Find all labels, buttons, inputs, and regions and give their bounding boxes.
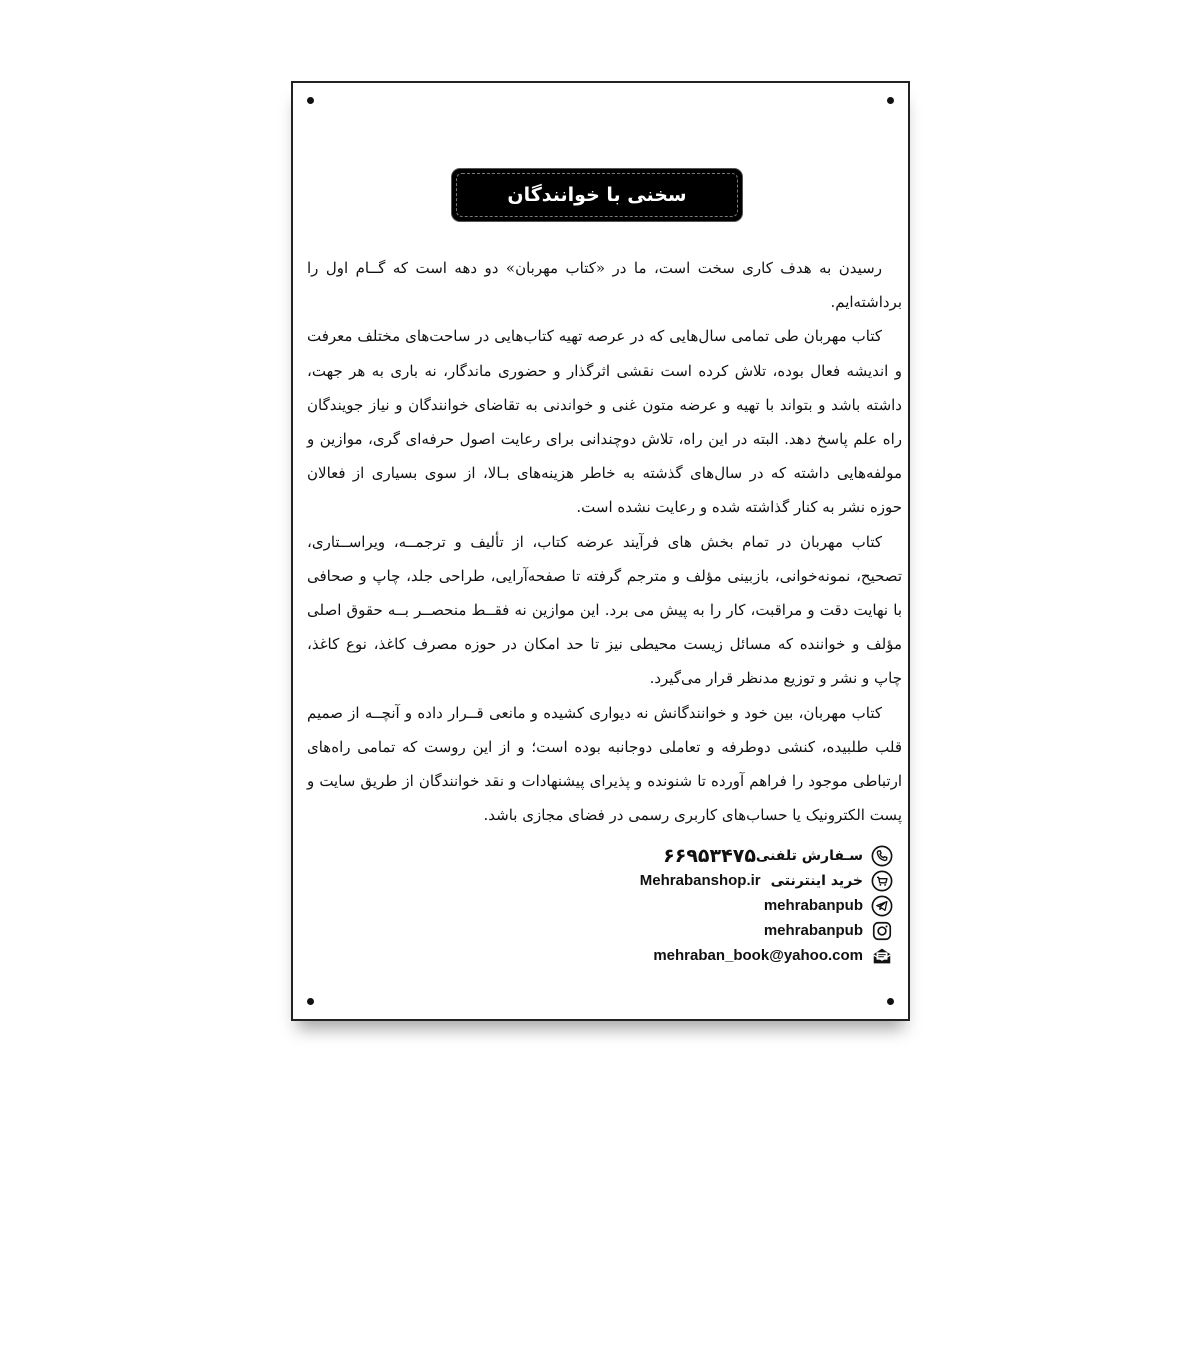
phone-label: سـفارش تلفنی [755,847,863,864]
shop-url[interactable]: Mehrabanshop.ir [639,872,761,889]
paragraph-1: رسیدن به هدف کاری سخت است، ما در «کتاب مهربان» دو دهه است که گــام اول را برداشته‌ایم. [307,259,902,312]
contact-list [593,843,893,968]
title-banner [452,169,742,221]
corner-dot-top-right [887,97,894,104]
paragraph-4: کتاب مهربان، بین خود و خوانندگانش نه دیواری کشیده و مانعی قــرار داده و آنچــه از صمیم قلب طلبیده، کنشی دوطرفه و تعاملی دوجانبه بوده است؛ و از این روست که تمامی راه‌های ارتباطی موجود را فراهم آورده تا شنونده و پذیرای پیشنهادات و نقد خوانندگان از طریق سایت و پست الکترونیک یا حساب‌های کاربری رسمی در فضای مجازی باشد. [307,703,902,825]
document-frame [291,81,910,1021]
contact-email [593,943,893,968]
shopping-cart-icon [871,870,893,892]
shop-label: خرید اینترنتی [770,872,863,889]
corner-dot-top-left [307,97,314,104]
contact-telegram [593,893,893,918]
email-icon [871,945,893,967]
telegram-handle[interactable]: mehrabanpub [763,897,863,914]
phone-icon [871,845,893,867]
paragraph-2: کتاب مهربان طی تمامی سال‌هایی که در عرصه تهیه کتاب‌هایی در ساحت‌های مختلف معرفت و اندیشه فعال بوده، تلاش کرده است نقشی اثرگذار و حضوری ماندگار، نه باری به هر جهت، داشته باشد و بتواند با تهیه و عرضه متون غنی و خواندنی به تقاضای خوانندگان و نیاز جویندگان راه علم پاسخ دهد. البته در این راه، تلاش دوچندانی برای رعایت اصول حرفه‌ای گری، موازین و مولفه‌هایی داشته که در سال‌های گذشته به خاطر هزینه‌های بـالا، از سوی بسیاری از فعالان حوزه نشر به کنار گذاشته شده و رعایت نشده است. [307,327,902,517]
paragraph-3: کتاب مهربان در تمام بخش های فرآیند عرضه کتاب، از تألیف و ترجمــه، ویراســتاری، تصحیح، نمونه‌خوانی، بازبینی مؤلف و مترجم گرفته تا صفحه‌آرایی، طراحی جلد، چاپ و صحافی با نهایت دقت و مراقبت، کار را به پیش می برد. این موازین نه فقــط منحصــر بــه حقوق اصلی مؤلف و خواننده که مسائل زیست محیطی نیز تا حد امکان در حوزه مصرف کاغذ، نوع کاغذ، چاپ و نشر و توزیع مدنظر قرار می‌گیرد. [307,532,902,688]
phone-number: ۶۶۹۵۳۴۷۵ [663,844,756,867]
corner-dot-bottom-right [887,998,894,1005]
telegram-icon [871,895,893,917]
contact-shop [593,868,893,893]
page-title: سخنی با خوانندگان [507,184,687,206]
body-text [307,251,902,832]
email-address[interactable]: mehraban_book@yahoo.com [653,947,863,964]
instagram-handle[interactable]: mehrabanpub [763,922,863,939]
instagram-icon [871,920,893,942]
corner-dot-bottom-left [307,998,314,1005]
contact-instagram [593,918,893,943]
contact-phone [593,843,893,868]
